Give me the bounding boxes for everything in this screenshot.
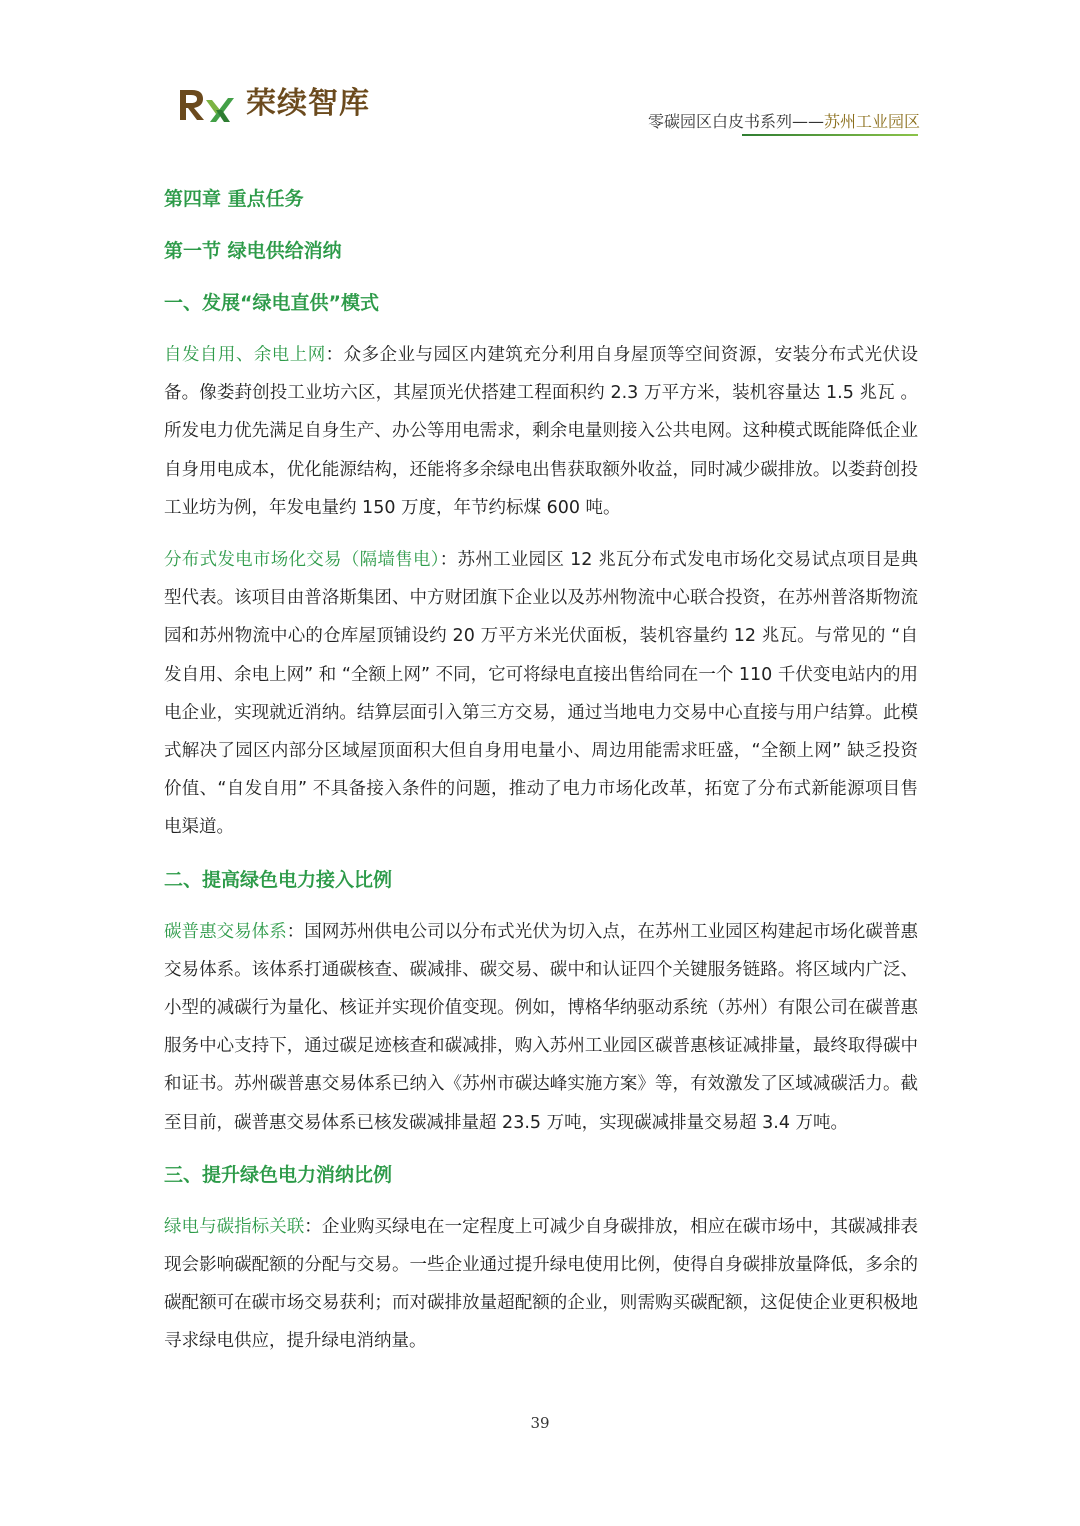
paragraph (164, 336, 918, 527)
logo-text: 荣续智库 (246, 86, 370, 121)
paragraph (164, 913, 918, 1142)
subsection-heading-3: 三、提升绿色电力消纳比例 (164, 1163, 393, 1186)
chapter-title: 第四章 重点任务 (164, 188, 304, 210)
series-title-highlight: 苏州工业园区 (823, 112, 920, 131)
paragraph-text: ：众多企业与园区内建筑充分利用自身屋顶等空间资源，安装分布式光伏设备。像娄葑创投工业坊六区，其屋顶光伏搭建工程面积约 2.3 万平方米，装机容量达 1.5 兆瓦 。所发电力优先满足自身生产、办公等用电需求，剩余电量则接入公共电网。这种模式既能降低企业自身用电成本，优化能源结构，还能将多余绿电出售获取额外收益，同时减少碳排放。以娄葑创投工业坊为例，年发电量约 150 万度，年节约标煤 600 吨。 (164, 345, 918, 518)
brand-logo (176, 84, 370, 124)
subsection-heading-2: 二、提高绿色电力接入比例 (164, 868, 393, 891)
page-header (0, 0, 1080, 150)
document-body (164, 180, 918, 1375)
section-title: 第一节 绿电供给消纳 (164, 240, 342, 262)
page-number: 39 (530, 1414, 550, 1432)
paragraph-lead: 自发自用、余电上网 (164, 345, 326, 365)
series-title (648, 112, 920, 132)
paragraph-lead: 绿电与碳指标关联 (164, 1216, 305, 1237)
paragraph-text: ：企业购买绿电在一定程度上可减少自身碳排放，相应在碳市场中，其碳减排表现会影响碳配额的分配与交易。一些企业通过提升绿电使用比例，使得自身碳排放量降低，多余的碳配额可在碳市场交易获利；而对碳排放量超配额的企业，则需购买碳配额，这促使企业更积极地寻求绿电供应，提升绿电消纳量。 (164, 1216, 919, 1352)
paragraph-text: ：苏州工业园区 12 兆瓦分布式发电市场化交易试点项目是典型代表。该项目由普洛斯集团、中方财团旗下企业以及苏州物流中心联合投资，在苏州普洛斯物流园和苏州物流中心的仓库屋顶铺设约 20 万平方米光伏面板，装机容量约 12 兆瓦。与常见的 “自发自用、余电上网” 和 “全额上网” 不同，它可将绿电直接出售给同在一个 110 千伏变电站内的用电企业，实现就近消纳。结算层面引入第三方交易，通过当地电力交易中心直接与用户结算。此模式解决了园区内部分区域屋顶面积大但自身用电量小、周边用能需求旺盛，“全额上网” 缺乏投资价值、“自发自用” 不具备接入条件的问题，推动了电力市场化改革，拓宽了分布式新能源项目售电渠道。 (164, 550, 918, 838)
paragraph-lead: 分布式发电市场化交易（隔墙售电） (164, 550, 440, 571)
paragraph-text: ：国网苏州供电公司以分布式光伏为切入点，在苏州工业园区构建起市场化碳普惠交易体系。该体系打通碳核查、碳减排、碳交易、碳中和认证四个关键服务链路。将区域内广泛、小型的减碳行为量化、核证并实现价值变现。例如，博格华纳驱动系统（苏州）有限公司在碳普惠服务中心支持下，通过碳足迹核查和碳减排，购入苏州工业园区碳普惠核证减排量，最终取得碳中和证书。苏州碳普惠交易体系已纳入《苏州市碳达峰实施方案》等，有效激发了区域减碳活力。截至目前，碳普惠交易体系已核发碳减排量超 23.5 万吨，实现碳减排量交易超 3.4 万吨。 (164, 921, 918, 1133)
header-rule (742, 134, 918, 136)
paragraph (164, 541, 918, 847)
rx-logo-icon (176, 84, 240, 124)
subsection-heading-1: 一、发展“绿电直供”模式 (164, 292, 379, 314)
series-title-prefix: 零碳园区白皮书系列—— (647, 112, 824, 131)
paragraph-lead: 碳普惠交易体系 (164, 921, 287, 942)
paragraph (164, 1208, 918, 1361)
